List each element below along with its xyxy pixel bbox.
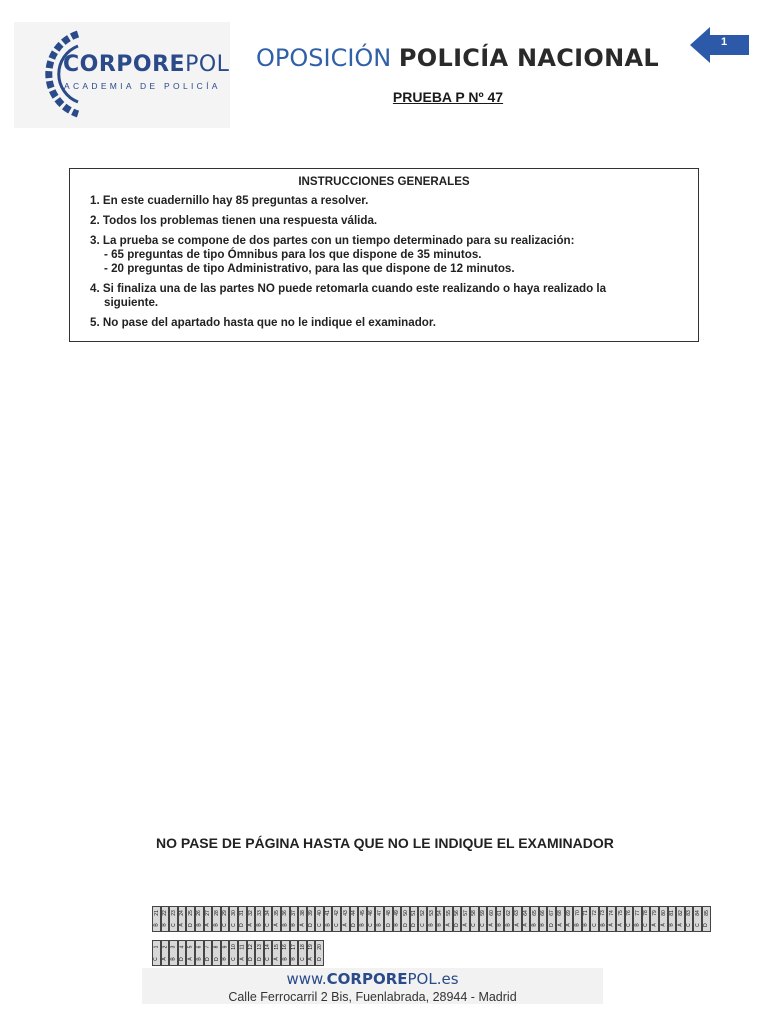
question-number: 12 bbox=[247, 944, 254, 950]
answer-cell bbox=[195, 906, 204, 932]
answer-cell bbox=[461, 906, 470, 932]
answer-cell bbox=[315, 906, 324, 932]
answer-cell bbox=[513, 906, 522, 932]
question-number: 84 bbox=[694, 910, 701, 916]
answer-letter: A bbox=[179, 923, 186, 927]
answer-cell bbox=[565, 906, 574, 932]
answer-letter: A bbox=[651, 923, 658, 927]
answer-cell bbox=[685, 906, 694, 932]
instruction-text: 4. Si finaliza una de las partes NO puede retomarla cuando este realizando o haya realizado la bbox=[90, 282, 607, 295]
answer-letter: B bbox=[393, 923, 400, 927]
answer-cell bbox=[496, 906, 505, 932]
question-number: 29 bbox=[222, 910, 229, 916]
web-suffix: .es bbox=[436, 970, 459, 988]
question-number: 85 bbox=[703, 910, 710, 916]
answer-cell bbox=[599, 906, 608, 932]
question-number: 11 bbox=[239, 944, 246, 950]
question-number: 35 bbox=[273, 910, 280, 916]
question-number: 46 bbox=[368, 910, 375, 916]
answer-key-row-2 bbox=[152, 940, 711, 966]
question-number: 65 bbox=[531, 910, 538, 916]
question-number: 61 bbox=[497, 910, 504, 916]
answer-cell bbox=[264, 940, 273, 966]
question-number: 25 bbox=[187, 910, 194, 916]
instruction-subitem: - 65 preguntas de tipo Ómnibus para los que dispone de 35 minutos. bbox=[104, 248, 482, 261]
answer-cell bbox=[453, 906, 462, 932]
answer-cell bbox=[204, 906, 213, 932]
answer-cell bbox=[539, 906, 548, 932]
answer-cell bbox=[332, 906, 341, 932]
answer-letter: A bbox=[161, 957, 168, 961]
brand-subtitle: ACADEMIA DE POLICÍA bbox=[64, 81, 221, 91]
answer-cell bbox=[281, 906, 290, 932]
question-number: 39 bbox=[307, 910, 314, 916]
question-number: 38 bbox=[299, 910, 306, 916]
question-number: 34 bbox=[265, 910, 272, 916]
answer-cell bbox=[350, 906, 359, 932]
question-number: 17 bbox=[290, 944, 297, 950]
question-number: 58 bbox=[471, 910, 478, 916]
answer-cell bbox=[272, 940, 281, 966]
question-number: 60 bbox=[488, 910, 495, 916]
answer-letter: C bbox=[230, 923, 237, 927]
question-number: 30 bbox=[230, 910, 237, 916]
answer-cell bbox=[152, 906, 161, 932]
answer-letter: A bbox=[204, 923, 211, 927]
question-number: 40 bbox=[316, 910, 323, 916]
question-number: 52 bbox=[419, 910, 426, 916]
answer-cell bbox=[375, 906, 384, 932]
answer-letter: A bbox=[273, 923, 280, 927]
question-number: 77 bbox=[634, 910, 641, 916]
answer-cell bbox=[255, 940, 264, 966]
question-number: 5 bbox=[187, 945, 194, 949]
answer-cell bbox=[324, 906, 333, 932]
footer bbox=[142, 968, 603, 1004]
question-number: 55 bbox=[445, 910, 452, 916]
answer-letter: C bbox=[333, 923, 340, 927]
answer-letter: B bbox=[290, 923, 297, 927]
answer-cell bbox=[625, 906, 634, 932]
question-number: 31 bbox=[239, 910, 246, 916]
answer-cell bbox=[247, 906, 256, 932]
instruction-item bbox=[90, 214, 678, 228]
answer-letter: C bbox=[694, 923, 701, 927]
question-number: 79 bbox=[651, 910, 658, 916]
answer-cell bbox=[573, 906, 582, 932]
answer-cell bbox=[212, 906, 221, 932]
logo bbox=[14, 22, 230, 128]
answer-cell bbox=[633, 906, 642, 932]
answer-letter: B bbox=[161, 923, 168, 927]
answer-letter: B bbox=[497, 923, 504, 927]
answer-cell bbox=[238, 906, 247, 932]
answer-cell bbox=[186, 940, 195, 966]
answer-cell bbox=[418, 906, 427, 932]
instruction-item bbox=[90, 282, 678, 310]
answer-letter: D bbox=[247, 957, 254, 961]
answer-cell bbox=[384, 906, 393, 932]
answer-letter: D bbox=[307, 923, 314, 927]
answer-key bbox=[152, 906, 711, 966]
answer-letter: D bbox=[703, 923, 710, 927]
answer-cell bbox=[169, 940, 178, 966]
question-number: 33 bbox=[256, 910, 263, 916]
answer-letter: B bbox=[222, 957, 229, 961]
answer-cell bbox=[281, 940, 290, 966]
question-number: 9 bbox=[222, 945, 229, 949]
question-number: 16 bbox=[282, 944, 289, 950]
answer-cell bbox=[341, 906, 350, 932]
question-number: 70 bbox=[574, 910, 581, 916]
answer-cell bbox=[444, 906, 453, 932]
answer-letter: A bbox=[307, 957, 314, 961]
question-number: 81 bbox=[668, 910, 675, 916]
answer-letter: D bbox=[411, 923, 418, 927]
question-number: 26 bbox=[196, 910, 203, 916]
question-number: 54 bbox=[436, 910, 443, 916]
answer-key-row-1 bbox=[152, 906, 711, 932]
answer-letter: D bbox=[213, 957, 220, 961]
question-number: 7 bbox=[204, 945, 211, 949]
answer-cell bbox=[693, 906, 702, 932]
answer-cell bbox=[290, 906, 299, 932]
question-number: 10 bbox=[230, 944, 237, 950]
instruction-text: 5. No pase del apartado hasta que no le indique el examinador. bbox=[90, 316, 436, 329]
answer-cell bbox=[186, 906, 195, 932]
test-subtitle-text: PRUEBA P Nº 47 bbox=[392, 89, 504, 105]
answer-cell bbox=[401, 906, 410, 932]
question-number: 22 bbox=[161, 910, 168, 916]
answer-letter: C bbox=[316, 923, 323, 927]
answer-letter: C bbox=[625, 923, 632, 927]
brand-name bbox=[63, 54, 229, 76]
answer-letter: A bbox=[187, 957, 194, 961]
question-number: 32 bbox=[247, 910, 254, 916]
answer-letter: A bbox=[522, 923, 529, 927]
question-number: 41 bbox=[325, 910, 332, 916]
question-number: 83 bbox=[686, 910, 693, 916]
answer-cell bbox=[590, 906, 599, 932]
question-number: 66 bbox=[540, 910, 547, 916]
question-number: 20 bbox=[316, 944, 323, 950]
instructions-box bbox=[69, 168, 699, 342]
question-number: 69 bbox=[565, 910, 572, 916]
instruction-subitem: - 20 preguntas de tipo Administrativo, para las que dispone de 12 minutos. bbox=[104, 262, 515, 275]
answer-letter: B bbox=[290, 957, 297, 961]
answer-cell bbox=[522, 906, 531, 932]
answer-letter: C bbox=[419, 923, 426, 927]
question-number: 67 bbox=[548, 910, 555, 916]
answer-letter: D bbox=[256, 957, 263, 961]
answer-letter: B bbox=[634, 923, 641, 927]
answer-letter: D bbox=[204, 957, 211, 961]
question-number: 44 bbox=[350, 910, 357, 916]
answer-cell bbox=[487, 906, 496, 932]
answer-cell bbox=[410, 906, 419, 932]
question-number: 73 bbox=[600, 910, 607, 916]
answer-cell bbox=[298, 906, 307, 932]
answer-letter: A bbox=[514, 923, 521, 927]
answer-cell bbox=[298, 940, 307, 966]
answer-letter: C bbox=[230, 957, 237, 961]
instruction-item bbox=[90, 316, 678, 330]
answer-cell bbox=[212, 940, 221, 966]
answer-cell bbox=[195, 940, 204, 966]
answer-letter: B bbox=[282, 957, 289, 961]
page-number: 1 bbox=[720, 36, 728, 48]
question-number: 24 bbox=[179, 910, 186, 916]
answer-cell bbox=[307, 906, 316, 932]
question-number: 51 bbox=[411, 910, 418, 916]
brand-light: POL bbox=[185, 52, 230, 77]
answer-letter: B bbox=[153, 923, 160, 927]
question-number: 27 bbox=[204, 910, 211, 916]
answer-letter: B bbox=[376, 923, 383, 927]
answer-letter: B bbox=[359, 923, 366, 927]
exam-notice: NO PASE DE PÁGINA HASTA QUE NO LE INDIQUE EL EXAMINADOR bbox=[156, 835, 614, 851]
answer-cell bbox=[221, 940, 230, 966]
answer-letter: B bbox=[540, 923, 547, 927]
question-number: 45 bbox=[359, 910, 366, 916]
answer-letter: B bbox=[436, 923, 443, 927]
question-number: 4 bbox=[179, 945, 186, 949]
question-number: 21 bbox=[153, 910, 160, 916]
answer-letter: A bbox=[557, 923, 564, 927]
answer-letter: B bbox=[668, 923, 675, 927]
answer-letter: A bbox=[617, 923, 624, 927]
answer-cell bbox=[178, 940, 187, 966]
answer-letter: A bbox=[299, 923, 306, 927]
answer-letter: B bbox=[574, 923, 581, 927]
question-number: 50 bbox=[402, 910, 409, 916]
question-number: 8 bbox=[213, 945, 220, 949]
answer-letter: B bbox=[196, 923, 203, 927]
instruction-item bbox=[90, 194, 678, 208]
answer-letter: B bbox=[170, 957, 177, 961]
question-number: 18 bbox=[299, 944, 306, 950]
question-number: 75 bbox=[617, 910, 624, 916]
answer-cell bbox=[178, 906, 187, 932]
answer-cell bbox=[315, 940, 324, 966]
answer-cell bbox=[702, 906, 711, 932]
answer-letter: D bbox=[179, 957, 186, 961]
answer-cell bbox=[676, 906, 685, 932]
answer-letter: C bbox=[265, 957, 272, 961]
answer-letter: D bbox=[350, 923, 357, 927]
question-number: 59 bbox=[479, 910, 486, 916]
answer-cell bbox=[247, 940, 256, 966]
answer-letter: D bbox=[239, 923, 246, 927]
question-number: 13 bbox=[256, 944, 263, 950]
question-number: 43 bbox=[342, 910, 349, 916]
answer-letter: C bbox=[368, 923, 375, 927]
footer-website[interactable] bbox=[142, 968, 603, 990]
title-part1: OPOSICIÓN bbox=[256, 44, 392, 72]
answer-letter: B bbox=[582, 923, 589, 927]
answer-letter: D bbox=[548, 923, 555, 927]
answer-cell bbox=[659, 906, 668, 932]
question-number: 68 bbox=[557, 910, 564, 916]
answer-cell bbox=[504, 906, 513, 932]
answer-letter: C bbox=[170, 923, 177, 927]
answer-letter: C bbox=[643, 923, 650, 927]
answer-cell bbox=[436, 906, 445, 932]
answer-cell bbox=[427, 906, 436, 932]
answer-cell bbox=[290, 940, 299, 966]
question-number: 19 bbox=[307, 944, 314, 950]
brand-bold: CORPORE bbox=[63, 52, 186, 77]
answer-letter: B bbox=[196, 957, 203, 961]
answer-cell bbox=[307, 940, 316, 966]
answer-cell bbox=[642, 906, 651, 932]
question-number: 74 bbox=[608, 910, 615, 916]
instructions-list bbox=[90, 194, 678, 330]
test-subtitle bbox=[0, 89, 768, 105]
answer-letter: A bbox=[342, 923, 349, 927]
answer-letter: A bbox=[239, 957, 246, 961]
question-number: 36 bbox=[282, 910, 289, 916]
answer-letter: C bbox=[265, 923, 272, 927]
answer-letter: A bbox=[660, 923, 667, 927]
answer-cell bbox=[650, 906, 659, 932]
answer-cell bbox=[255, 906, 264, 932]
answer-cell bbox=[530, 906, 539, 932]
question-number: 2 bbox=[161, 945, 168, 949]
answer-letter: B bbox=[325, 923, 332, 927]
title-part2: POLICÍA NACIONAL bbox=[398, 44, 659, 72]
answer-cell bbox=[367, 906, 376, 932]
question-number: 72 bbox=[591, 910, 598, 916]
question-number: 47 bbox=[376, 910, 383, 916]
answer-cell bbox=[264, 906, 273, 932]
web-bold: CORPORE bbox=[326, 970, 408, 988]
answer-cell bbox=[358, 906, 367, 932]
answer-cell bbox=[204, 940, 213, 966]
question-number: 15 bbox=[273, 944, 280, 950]
answer-letter: B bbox=[505, 923, 512, 927]
answer-letter: A bbox=[677, 923, 684, 927]
answer-letter: A bbox=[608, 923, 615, 927]
instructions-title: INSTRUCCIONES GENERALES bbox=[298, 175, 470, 188]
question-number: 64 bbox=[522, 910, 529, 916]
answer-letter: C bbox=[299, 957, 306, 961]
answer-letter: A bbox=[565, 923, 572, 927]
answer-letter: D bbox=[316, 957, 323, 961]
answer-cell bbox=[393, 906, 402, 932]
answer-letter: A bbox=[247, 923, 254, 927]
answer-letter: A bbox=[445, 923, 452, 927]
answer-letter: C bbox=[222, 923, 229, 927]
question-number: 1 bbox=[153, 945, 160, 949]
answer-letter: C bbox=[153, 957, 160, 961]
answer-letter: A bbox=[273, 957, 280, 961]
question-number: 78 bbox=[643, 910, 650, 916]
answer-cell bbox=[470, 906, 479, 932]
answer-letter: C bbox=[591, 923, 598, 927]
answer-letter: A bbox=[462, 923, 469, 927]
question-number: 56 bbox=[454, 910, 461, 916]
question-number: 42 bbox=[333, 910, 340, 916]
question-number: 76 bbox=[625, 910, 632, 916]
answer-cell bbox=[229, 940, 238, 966]
answer-letter: B bbox=[282, 923, 289, 927]
question-number: 23 bbox=[170, 910, 177, 916]
question-number: 71 bbox=[582, 910, 589, 916]
web-prefix: www. bbox=[286, 970, 327, 988]
question-number: 3 bbox=[170, 945, 177, 949]
answer-cell bbox=[229, 906, 238, 932]
answer-cell bbox=[161, 940, 170, 966]
question-number: 14 bbox=[265, 944, 272, 950]
question-number: 57 bbox=[462, 910, 469, 916]
answer-cell bbox=[152, 940, 161, 966]
web-light: POL bbox=[407, 970, 437, 988]
answer-cell bbox=[169, 906, 178, 932]
question-number: 53 bbox=[428, 910, 435, 916]
answer-cell bbox=[221, 906, 230, 932]
answer-cell bbox=[556, 906, 565, 932]
instruction-item bbox=[90, 234, 678, 276]
answer-letter: C bbox=[471, 923, 478, 927]
answer-letter: B bbox=[600, 923, 607, 927]
answer-letter: C bbox=[479, 923, 486, 927]
question-number: 37 bbox=[290, 910, 297, 916]
answer-letter: D bbox=[454, 923, 461, 927]
page-title bbox=[256, 44, 659, 72]
answer-letter: B bbox=[531, 923, 538, 927]
question-number: 49 bbox=[393, 910, 400, 916]
answer-cell bbox=[161, 906, 170, 932]
answer-cell bbox=[668, 906, 677, 932]
answer-cell bbox=[238, 940, 247, 966]
instruction-text: 3. La prueba se compone de dos partes con un tiempo determinado para su realización: bbox=[90, 234, 575, 247]
question-number: 82 bbox=[677, 910, 684, 916]
answer-letter: B bbox=[256, 923, 263, 927]
instruction-text: 1. En este cuadernillo hay 85 preguntas a resolver. bbox=[90, 194, 369, 207]
answer-cell bbox=[582, 906, 591, 932]
question-number: 62 bbox=[505, 910, 512, 916]
answer-letter: D bbox=[385, 923, 392, 927]
answer-cell bbox=[607, 906, 616, 932]
answer-letter: B bbox=[213, 923, 220, 927]
answer-letter: D bbox=[402, 923, 409, 927]
question-number: 6 bbox=[196, 945, 203, 949]
instruction-text: 2. Todos los problemas tienen una respuesta válida. bbox=[90, 214, 378, 227]
answer-letter: D bbox=[187, 923, 194, 927]
answer-cell bbox=[616, 906, 625, 932]
question-number: 28 bbox=[213, 910, 220, 916]
answer-letter: B bbox=[428, 923, 435, 927]
answer-cell bbox=[272, 906, 281, 932]
footer-address: Calle Ferrocarril 2 Bis, Fuenlabrada, 28944 - Madrid bbox=[228, 990, 517, 1004]
question-number: 80 bbox=[660, 910, 667, 916]
instruction-continuation: siguiente. bbox=[104, 296, 159, 309]
question-number: 63 bbox=[514, 910, 521, 916]
question-number: 48 bbox=[385, 910, 392, 916]
answer-letter: C bbox=[686, 923, 693, 927]
answer-cell bbox=[547, 906, 556, 932]
answer-cell bbox=[479, 906, 488, 932]
answer-letter: A bbox=[488, 923, 495, 927]
